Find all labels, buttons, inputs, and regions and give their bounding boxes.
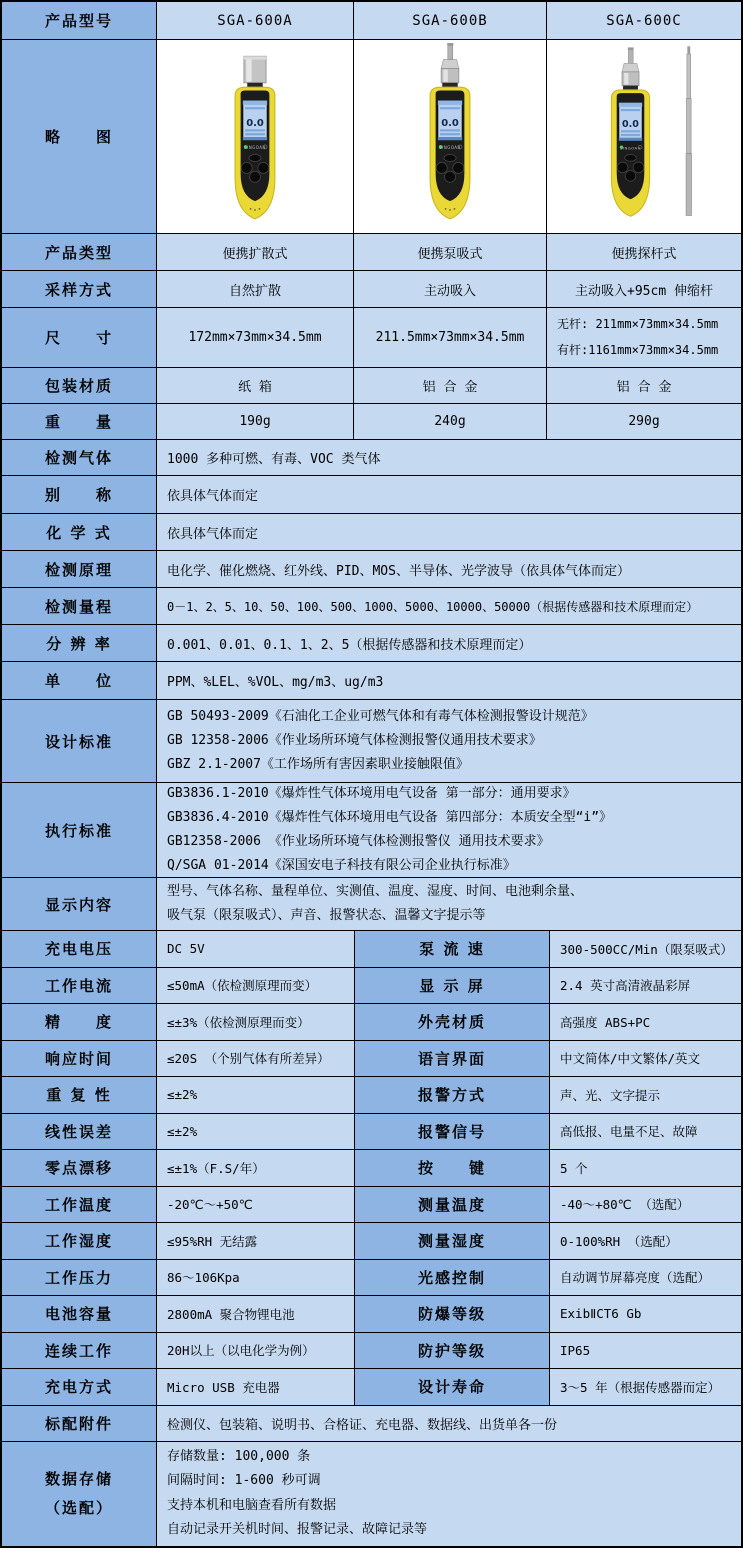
- spec-label: 泵 流 速: [355, 931, 550, 967]
- row-repeatability-alarm-mode: [2, 1077, 741, 1114]
- spec-value: -40～+80℃ （选配）: [550, 1187, 741, 1223]
- spec-label: 设计标准: [2, 700, 157, 782]
- spec-value: ExibⅡCT6 Gb: [550, 1296, 741, 1332]
- telescopic-rod: [686, 46, 692, 215]
- row-chemical-formula: [2, 514, 741, 551]
- spec-value: 211.5mm×73mm×34.5mm: [354, 308, 547, 367]
- row-zero-drift-buttons: [2, 1150, 741, 1187]
- sketch-label: 略 图: [2, 40, 157, 233]
- spec-label: 别 称: [2, 476, 157, 513]
- spec-label: 语言界面: [355, 1041, 550, 1077]
- row-working-temp-measure-temp: [2, 1187, 741, 1224]
- spec-label: 防护等级: [355, 1333, 550, 1369]
- row-resolution: [2, 625, 741, 662]
- row-accuracy-housing: [2, 1004, 741, 1041]
- spec-value: IP65: [550, 1333, 741, 1369]
- spec-value: 190g: [157, 404, 354, 439]
- spec-label: 工作湿度: [2, 1223, 157, 1259]
- data-storage-line: 存储数量: 100,000 条: [167, 1449, 311, 1465]
- row-detection-principle: [2, 551, 741, 588]
- spec-label: 充电方式: [2, 1369, 157, 1405]
- spec-value: 依具体气体而定: [157, 514, 741, 550]
- row-linearity-alarm-signal: [2, 1114, 741, 1151]
- spec-label: 重 量: [2, 404, 157, 439]
- spec-label: 单 位: [2, 662, 157, 699]
- spec-label: 光感控制: [355, 1260, 550, 1296]
- product-photo-sga600b: [354, 40, 547, 233]
- row-standard-accessories: [2, 1406, 741, 1442]
- device-illustration-diffusion: [176, 43, 334, 231]
- row-dimensions: [2, 308, 741, 368]
- spec-label: 外壳材质: [355, 1004, 550, 1040]
- spec-value: Micro USB 充电器: [157, 1369, 355, 1405]
- data-storage-line: 自动记录开关机时间、报警记录、故障记录等: [167, 1521, 428, 1537]
- row-charging-method-design-life: [2, 1369, 741, 1406]
- spec-label: 重 复 性: [2, 1077, 157, 1113]
- spec-value: 300-500CC/Min（限泵吸式）: [550, 931, 741, 967]
- spec-label: 产品类型: [2, 234, 157, 270]
- standard-line: GB3836.4-2010《爆炸性气体环境用电气设备 第四部分：本质安全型“i”》: [167, 809, 613, 825]
- spec-value: 便携泵吸式: [354, 234, 547, 270]
- row-detected-gas: [2, 440, 741, 476]
- product-photo-sga600a: [157, 40, 354, 233]
- standard-line: GB 50493-2009《石油化工企业可燃气体和有毒气体检测报警设计规范》: [167, 708, 594, 724]
- row-execution-standards: [2, 783, 741, 878]
- dimension-without-rod: 无杆: 211mm×73mm×34.5mm: [557, 317, 719, 332]
- row-design-standards: [2, 700, 741, 783]
- spec-value: -20℃～+50℃: [157, 1187, 355, 1223]
- spec-label: 设计寿命: [355, 1369, 550, 1405]
- spec-value: 电化学、催化燃烧、红外线、PID、MOS、半导体、光学波导（依具体气体而定）: [157, 551, 741, 587]
- spec-value: 中文简体/中文繁体/英文: [550, 1041, 741, 1077]
- spec-value: 高低报、电量不足、故障: [550, 1114, 741, 1150]
- data-storage-label-line2: （选配）: [44, 1498, 113, 1517]
- standard-line: GB3836.1-2010《爆炸性气体环境用电气设备 第一部分：通用要求》: [167, 785, 576, 801]
- standard-line: GB 12358-2006《作业场所环境气体检测报警仪通用技术要求》: [167, 732, 542, 748]
- spec-label: 显 示 屏: [355, 968, 550, 1004]
- standard-line: GB12358-2006 《作业场所环境气体检测报警仪 通用技术要求》: [167, 834, 550, 849]
- spec-value: ≤±1%（F.S/年）: [157, 1150, 355, 1186]
- model-name-sga600b: SGA-600B: [354, 2, 547, 39]
- spec-value: 铝 合 金: [354, 368, 547, 403]
- spec-value: 240g: [354, 404, 547, 439]
- spec-value: ≤20S （个别气体有所差异）: [157, 1041, 355, 1077]
- spec-value: 0-100%RH （选配）: [550, 1223, 741, 1259]
- row-weight: [2, 404, 741, 440]
- spec-label: 测量湿度: [355, 1223, 550, 1259]
- spec-label: 工作温度: [2, 1187, 157, 1223]
- sketch-row: [2, 40, 741, 234]
- spec-label: 零点漂移: [2, 1150, 157, 1186]
- row-charge-voltage-pump-flow: [2, 931, 741, 968]
- spec-value: [547, 308, 741, 367]
- row-working-current-display: [2, 968, 741, 1005]
- row-data-storage: [2, 1442, 741, 1546]
- row-display-content: [2, 878, 741, 931]
- spec-label: 报警信号: [355, 1114, 550, 1150]
- row-response-time-language: [2, 1041, 741, 1078]
- spec-value: 声、光、文字提示: [550, 1077, 741, 1113]
- spec-label: 电池容量: [2, 1296, 157, 1332]
- data-storage-line: 支持本机和电脑查看所有数据: [167, 1497, 337, 1513]
- header-row: [2, 2, 741, 40]
- spec-label: 检测气体: [2, 440, 157, 475]
- spec-value: ≤±2%: [157, 1114, 355, 1150]
- spec-value: [157, 1442, 741, 1546]
- spec-value: 3～5 年（根据传感器而定）: [550, 1369, 741, 1405]
- row-working-humidity-measure-humidity: [2, 1223, 741, 1260]
- row-packaging: [2, 368, 741, 404]
- spec-value: 自动调节屏幕亮度（选配）: [550, 1260, 741, 1296]
- spec-label: 报警方式: [355, 1077, 550, 1113]
- brand-text: SINGOAN: [620, 144, 641, 150]
- spec-value: 0－1、2、5、10、50、100、500、1000、5000、10000、50000（根据传感器和技术原理而定）: [157, 588, 741, 624]
- spec-label: 连续工作: [2, 1333, 157, 1369]
- model-name-sga600c: SGA-600C: [547, 2, 741, 39]
- spec-label: 防爆等级: [355, 1296, 550, 1332]
- spec-label: 分 辨 率: [2, 625, 157, 661]
- screen-reading: 0.0: [441, 117, 459, 129]
- spec-value: 高强度 ABS+PC: [550, 1004, 741, 1040]
- model-name-sga600a: SGA-600A: [157, 2, 354, 39]
- spec-value: 0.001、0.01、0.1、1、2、5（根据传感器和技术原理而定）: [157, 625, 741, 661]
- spec-value: 铝 合 金: [547, 368, 741, 403]
- spec-label: 采样方式: [2, 271, 157, 307]
- display-content-line: 型号、气体名称、量程单位、实测值、温度、湿度、时间、电池剩余量、: [167, 883, 584, 899]
- row-battery-explosion-rating: [2, 1296, 741, 1333]
- row-pressure-light-control: [2, 1260, 741, 1297]
- spec-value: 290g: [547, 404, 741, 439]
- row-continuous-work-protection-rating: [2, 1333, 741, 1370]
- spec-value: 172mm×73mm×34.5mm: [157, 308, 354, 367]
- spec-value: 20H以上（以电化学为例）: [157, 1333, 355, 1369]
- spec-value: 86～106Kpa: [157, 1260, 355, 1296]
- spec-label: 工作压力: [2, 1260, 157, 1296]
- spec-value: 1000 多种可燃、有毒、VOC 类气体: [157, 440, 741, 475]
- spec-value: 依具体气体而定: [157, 476, 741, 513]
- spec-value: 主动吸入+95cm 伸缩杆: [547, 271, 741, 307]
- device-illustration-probe: [563, 43, 725, 231]
- row-units: [2, 662, 741, 700]
- standard-line: GBZ 2.1-2007《工作场所有害因素职业接触限值》: [167, 757, 469, 773]
- spec-label: 标配附件: [2, 1406, 157, 1441]
- spec-label: 按 键: [355, 1150, 550, 1186]
- spec-value: [157, 700, 741, 782]
- spec-label: 执行标准: [2, 783, 157, 877]
- spec-label: 显示内容: [2, 878, 157, 930]
- spec-label: 测量温度: [355, 1187, 550, 1223]
- spec-value: 检测仪、包装箱、说明书、合格证、充电器、数据线、出货单各一份: [157, 1406, 741, 1441]
- product-model-label: 产品型号: [2, 2, 157, 39]
- spec-value: 主动吸入: [354, 271, 547, 307]
- display-content-line: 吸气泵（限泵吸式）、声音、报警状态、温馨文字提示等: [167, 908, 486, 923]
- spec-value: [157, 878, 741, 930]
- spec-label: 检测量程: [2, 588, 157, 624]
- spec-label: 充电电压: [2, 931, 157, 967]
- spec-value: 5 个: [550, 1150, 741, 1186]
- spec-value: ≤50mA（依检测原理而变）: [157, 968, 355, 1004]
- data-storage-line: 间隔时间: 1-600 秒可调: [167, 1473, 321, 1489]
- spec-value: DC 5V: [157, 931, 355, 967]
- spec-value: PPM、%LEL、%VOL、mg/m3、ug/m3: [157, 662, 741, 699]
- brand-text: SINGOAN: [439, 144, 461, 150]
- data-storage-label-line1: 数据存储: [44, 1470, 113, 1488]
- spec-value: 2800mA 聚合物锂电池: [157, 1296, 355, 1332]
- spec-value: 纸 箱: [157, 368, 354, 403]
- spec-value: 2.4 英寸高清液晶彩屏: [550, 968, 741, 1004]
- screen-reading: 0.0: [246, 117, 264, 129]
- dimension-with-rod: 有杆:1161mm×73mm×34.5mm: [557, 342, 719, 357]
- spec-value: 便携探杆式: [547, 234, 741, 270]
- brand-text: SINGOAN: [244, 144, 266, 150]
- spec-value: ≤±3%（依检测原理而变）: [157, 1004, 355, 1040]
- spec-label: 包装材质: [2, 368, 157, 403]
- spec-value: 便携扩散式: [157, 234, 354, 270]
- spec-label: [2, 1442, 157, 1546]
- spec-value: [157, 783, 741, 877]
- spec-label: 化 学 式: [2, 514, 157, 550]
- screen-reading: 0.0: [622, 118, 639, 130]
- spec-label: 响应时间: [2, 1041, 157, 1077]
- row-alias: [2, 476, 741, 514]
- row-product-type: [2, 234, 741, 271]
- row-detection-range: [2, 588, 741, 625]
- spec-label: 精 度: [2, 1004, 157, 1040]
- spec-label: 工作电流: [2, 968, 157, 1004]
- spec-value: ≤±2%: [157, 1077, 355, 1113]
- standard-line: Q/SGA 01-2014《深国安电子科技有限公司企业执行标准》: [167, 858, 516, 874]
- device-illustration-pump: [371, 43, 529, 231]
- spec-value: 自然扩散: [157, 271, 354, 307]
- product-photo-sga600c: [547, 40, 741, 233]
- spec-label: 检测原理: [2, 551, 157, 587]
- spec-label: 线性误差: [2, 1114, 157, 1150]
- spec-value: ≤95%RH 无结露: [157, 1223, 355, 1259]
- row-sampling-method: [2, 271, 741, 308]
- spec-label: 尺 寸: [2, 308, 157, 367]
